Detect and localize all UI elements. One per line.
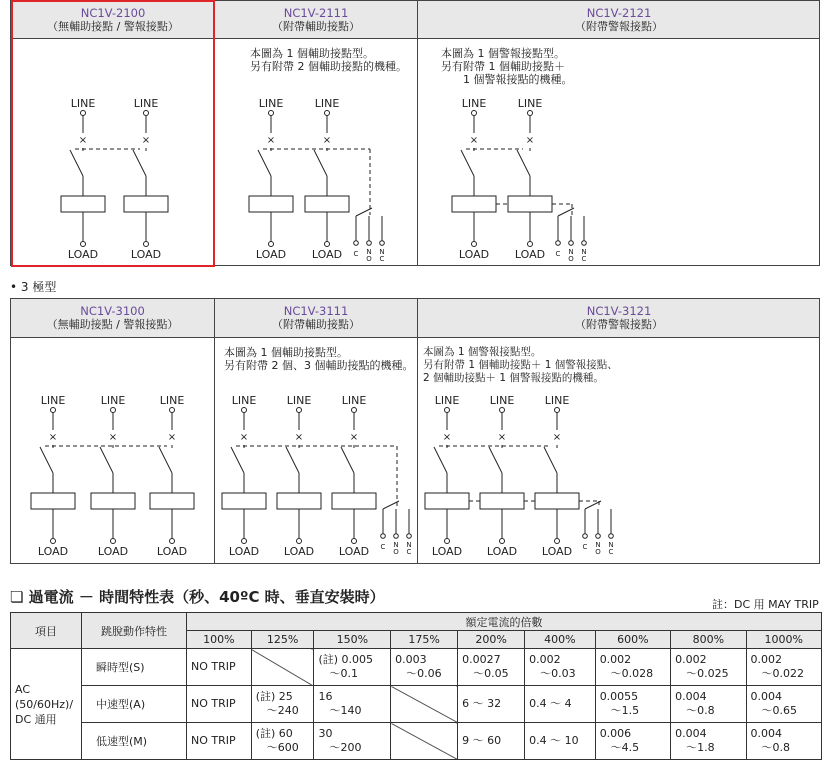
terminal-icon — [352, 539, 357, 544]
switch-blade — [159, 447, 172, 473]
contact-mark: × — [108, 432, 118, 443]
terminal-icon — [325, 111, 330, 116]
contact-mark: × — [294, 432, 304, 443]
table-row — [11, 649, 822, 686]
load-label: LOAD — [514, 248, 546, 261]
table-cell: (註) 60 ～600 — [251, 723, 314, 760]
terminal-no-label: O — [393, 548, 399, 556]
line-label: LINE — [517, 97, 543, 110]
table-cell: (註) 25 ～240 — [251, 686, 314, 723]
line-label: LINE — [159, 394, 185, 407]
load-label: LOAD — [541, 545, 573, 558]
switch-blade — [489, 447, 502, 473]
terminal-c-label: C — [582, 543, 588, 551]
trip-coil — [305, 196, 349, 212]
switch-blade — [461, 150, 474, 176]
model-subtitle: （無輔助接點 / 警報接點） — [47, 20, 179, 33]
line-label: LINE — [133, 97, 159, 110]
line-label: LINE — [231, 394, 257, 407]
trip-coil — [332, 493, 376, 509]
terminal-icon — [51, 408, 56, 413]
row-type: 低速型(M) — [82, 723, 187, 760]
model-name: NC1V-2121 — [586, 6, 652, 20]
column-header: 1000% — [746, 631, 821, 649]
switch-blade — [133, 150, 146, 176]
terminal-icon — [297, 539, 302, 544]
table-cell: 30 ～200 — [314, 723, 391, 760]
terminal-icon — [325, 242, 330, 247]
trip-coil — [222, 493, 266, 509]
terminal-icon — [242, 408, 247, 413]
terminal-icon — [445, 408, 450, 413]
terminal-icon — [81, 111, 86, 116]
terminal-icon — [380, 241, 385, 246]
column-header: 125% — [251, 631, 314, 649]
line-label: LINE — [341, 394, 367, 407]
line-label: LINE — [314, 97, 340, 110]
contact-mark: × — [78, 135, 88, 146]
load-label: LOAD — [311, 248, 343, 261]
terminal-icon — [242, 539, 247, 544]
load-label: LOAD — [228, 545, 260, 558]
switch-blade — [100, 447, 113, 473]
terminal-icon — [583, 534, 588, 539]
switch-blade — [341, 447, 354, 473]
terminal-icon — [528, 111, 533, 116]
terminal-icon — [407, 534, 412, 539]
line-label: LINE — [489, 394, 515, 407]
trip-characteristic-table — [10, 612, 822, 760]
trip-coil — [31, 493, 75, 509]
load-label: LOAD — [97, 545, 129, 558]
column-header: 150% — [314, 631, 391, 649]
contact-mark: × — [442, 432, 452, 443]
contact-mark: × — [525, 135, 535, 146]
column-header: 600% — [595, 631, 670, 649]
load-label: LOAD — [130, 248, 162, 261]
contact-mark: × — [322, 135, 332, 146]
terminal-no-label: N — [393, 541, 399, 549]
switch-blade — [314, 150, 327, 176]
model-name: NC1V-2100 — [80, 6, 146, 20]
terminal-c-label: C — [555, 250, 561, 258]
trip-coil — [91, 493, 135, 509]
switch-blade — [544, 447, 557, 473]
contact-mark: × — [266, 135, 276, 146]
table-cell: NO TRIP — [187, 723, 252, 760]
contact-mark: × — [497, 432, 507, 443]
terminal-icon — [381, 534, 386, 539]
load-label: LOAD — [486, 545, 518, 558]
terminal-nc-label: C — [379, 255, 385, 263]
terminal-icon — [170, 408, 175, 413]
terminal-icon — [269, 242, 274, 247]
terminal-icon — [472, 111, 477, 116]
model-name: NC1V-2111 — [283, 6, 349, 20]
terminal-no-label: O — [366, 255, 372, 263]
contact-mark: × — [552, 432, 562, 443]
table-cell: NO TRIP — [187, 686, 252, 723]
trip-coil — [425, 493, 469, 509]
line-label: LINE — [70, 97, 96, 110]
load-label: LOAD — [283, 545, 315, 558]
row-type: 中速型(A) — [82, 686, 187, 723]
header-rated-multiple: 額定電流的倍數 — [187, 613, 822, 631]
trip-coil — [150, 493, 194, 509]
load-label: LOAD — [156, 545, 188, 558]
model-note: 本圖為 1 個輔助接點型。 另有附帶 2 個輔助接點的機種。 — [250, 47, 407, 73]
contact-mark: × — [469, 135, 479, 146]
terminal-icon — [569, 241, 574, 246]
terminal-icon — [609, 534, 614, 539]
terminal-icon — [500, 539, 505, 544]
switch-blade — [517, 150, 530, 176]
table-cell: 0.006 ～4.5 — [595, 723, 670, 760]
load-label: LOAD — [458, 248, 490, 261]
table-row — [11, 723, 822, 760]
model-name: NC1V-3100 — [80, 304, 145, 318]
switch-blade — [258, 150, 271, 176]
table-cell: (註) 0.005 ～0.1 — [314, 649, 391, 686]
terminal-icon — [352, 408, 357, 413]
terminal-icon — [170, 539, 175, 544]
row-type: 瞬時型(S) — [82, 649, 187, 686]
terminal-no-label: N — [366, 248, 372, 256]
terminal-icon — [394, 534, 399, 539]
terminal-icon — [555, 408, 560, 413]
column-header: 175% — [391, 631, 458, 649]
terminal-icon — [81, 242, 86, 247]
table-cell: 0.003 ～0.06 — [391, 649, 458, 686]
table-cell: 0.004 ～0.8 — [671, 686, 746, 723]
model-note: 本圖為 1 個輔助接點型。 另有附帶 2 個、3 個輔助接點的機種。 — [224, 346, 414, 372]
line-label: LINE — [100, 394, 126, 407]
three-pole-label: • 3 極型 — [10, 280, 57, 294]
column-header: 100% — [187, 631, 252, 649]
model-subtitle: （無輔助接點 / 警報接點） — [46, 318, 179, 331]
model-subtitle: （附帶輔助接點） — [272, 318, 360, 331]
model-note: 本圖為 1 個警報接點型。 另有附帶 1 個輔助接點＋ 1 個警報接點的機種。 — [441, 47, 573, 86]
line-label: LINE — [258, 97, 284, 110]
contact-mark: × — [48, 432, 58, 443]
terminal-icon — [144, 111, 149, 116]
load-label: LOAD — [255, 248, 287, 261]
trip-coil — [452, 196, 496, 212]
terminal-icon — [555, 539, 560, 544]
terminal-icon — [269, 111, 274, 116]
load-label: LOAD — [37, 545, 69, 558]
switch-blade — [434, 447, 447, 473]
table-cell: 0.004 ～0.65 — [746, 686, 821, 723]
contact-mark: × — [239, 432, 249, 443]
table-row — [11, 686, 822, 723]
column-header: 400% — [525, 631, 596, 649]
model-name: NC1V-3121 — [586, 304, 652, 318]
terminal-icon — [367, 241, 372, 246]
section-title: ❏ 過電流 － 時間特性表（秒、40ºC 時、垂直安裝時） — [10, 588, 385, 606]
terminal-icon — [500, 408, 505, 413]
trip-coil — [535, 493, 579, 509]
terminal-no-label: O — [595, 548, 601, 556]
line-label: LINE — [286, 394, 312, 407]
load-label: LOAD — [67, 248, 99, 261]
trip-coil — [480, 493, 524, 509]
terminal-icon — [472, 242, 477, 247]
line-label: LINE — [40, 394, 66, 407]
terminal-no-label: O — [568, 255, 574, 263]
terminal-icon — [51, 539, 56, 544]
terminal-icon — [445, 539, 450, 544]
model-note: 本圖為 1 個警報接點型。 另有附帶 1 個輔助接點＋ 1 個警報接點、 2 個輔助接點＋ 1 個警報接點的機種。 — [423, 346, 618, 384]
table-cell: 16 ～140 — [314, 686, 391, 723]
table-cell: 0.0027 ～0.05 — [458, 649, 525, 686]
terminal-icon — [596, 534, 601, 539]
table-cell: 6 ～ 32 — [458, 686, 525, 723]
terminal-c-label: C — [353, 250, 359, 258]
terminal-icon — [582, 241, 587, 246]
line-label: LINE — [434, 394, 460, 407]
table-cell: 0.004 ～0.8 — [746, 723, 821, 760]
terminal-icon — [297, 408, 302, 413]
contact-mark: × — [141, 135, 151, 146]
empty-cell — [251, 649, 314, 686]
terminal-c-label: C — [380, 543, 386, 551]
table-cell: 0.002 ～0.022 — [746, 649, 821, 686]
header-item: 項目 — [11, 613, 82, 649]
terminal-nc-label: N — [608, 541, 614, 549]
model-subtitle: （附帶輔助接點） — [272, 20, 360, 33]
load-label: LOAD — [338, 545, 370, 558]
terminal-nc-label: C — [406, 548, 412, 556]
line-label: LINE — [544, 394, 570, 407]
switch-blade — [231, 447, 244, 473]
column-header: 200% — [458, 631, 525, 649]
terminal-nc-label: C — [581, 255, 587, 263]
load-label: LOAD — [431, 545, 463, 558]
trip-coil — [508, 196, 552, 212]
empty-cell — [391, 723, 458, 760]
table-cell: 0.002 ～0.025 — [671, 649, 746, 686]
table-cell: 9 ～ 60 — [458, 723, 525, 760]
table-cell: 0.002 ～0.028 — [595, 649, 670, 686]
column-header: 800% — [671, 631, 746, 649]
terminal-icon — [144, 242, 149, 247]
terminal-no-label: N — [595, 541, 601, 549]
model-name: NC1V-3111 — [283, 304, 349, 318]
terminal-no-label: N — [568, 248, 574, 256]
trip-coil — [249, 196, 293, 212]
table-cell: 0.004 ～1.8 — [671, 723, 746, 760]
table-cell: 0.002 ～0.03 — [525, 649, 596, 686]
terminal-icon — [111, 408, 116, 413]
table-cell: 0.4 ～ 10 — [525, 723, 596, 760]
terminal-nc-label: N — [379, 248, 385, 256]
table-cell: 0.4 ～ 4 — [525, 686, 596, 723]
terminal-nc-label: N — [406, 541, 412, 549]
trip-coil — [61, 196, 105, 212]
table-cell: NO TRIP — [187, 649, 252, 686]
switch-blade — [286, 447, 299, 473]
terminal-icon — [111, 539, 116, 544]
switch-blade — [70, 150, 83, 176]
switch-blade — [40, 447, 53, 473]
header-characteristic: 跳脫動作特性 — [82, 613, 187, 649]
trip-coil — [124, 196, 168, 212]
empty-cell — [391, 686, 458, 723]
terminal-icon — [556, 241, 561, 246]
contact-mark: × — [167, 432, 177, 443]
terminal-icon — [354, 241, 359, 246]
contact-mark: × — [349, 432, 359, 443]
model-subtitle: （附帶警報接點） — [575, 318, 663, 331]
table-cell: 0.0055 ～1.5 — [595, 686, 670, 723]
terminal-nc-label: C — [608, 548, 614, 556]
side-note: 註：DC 用 MAY TRIP — [712, 598, 819, 611]
model-subtitle: （附帶警報接點） — [575, 20, 663, 33]
trip-coil — [277, 493, 321, 509]
line-label: LINE — [461, 97, 487, 110]
terminal-icon — [528, 242, 533, 247]
terminal-nc-label: N — [581, 248, 587, 256]
group-label: AC (50/60Hz)/ DC 通用 — [11, 649, 82, 760]
